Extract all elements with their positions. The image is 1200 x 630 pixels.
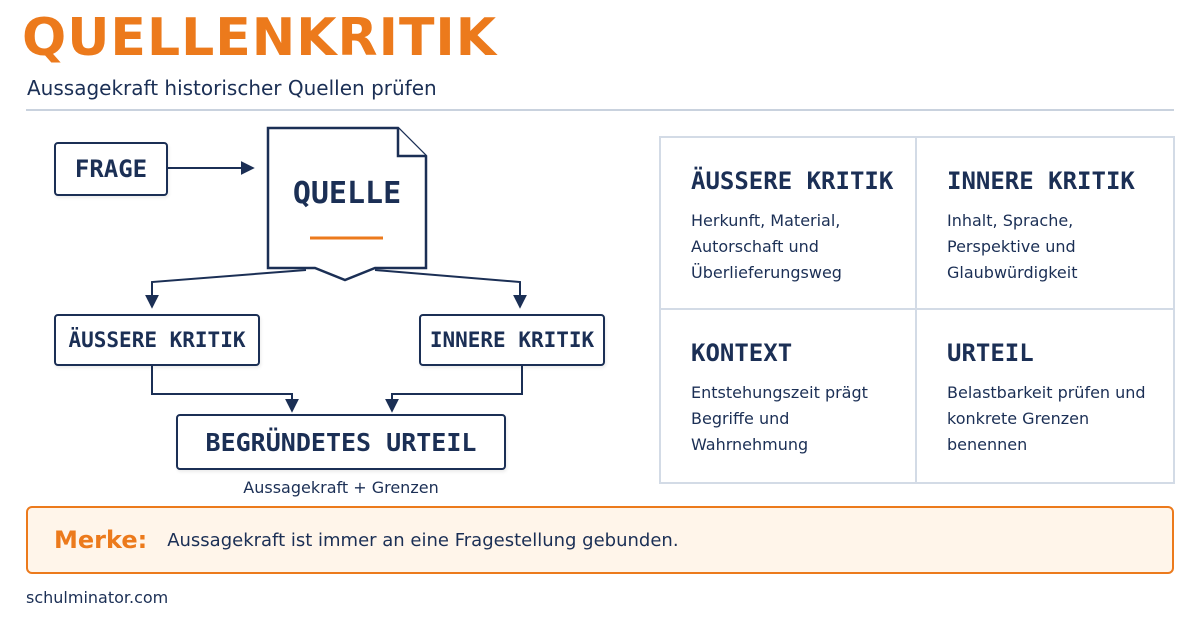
urteil-caption: Aussagekraft + Grenzen bbox=[243, 478, 439, 497]
card-innere-kritik bbox=[917, 138, 1173, 310]
card-heading: ÄUSSERE KRITIK bbox=[691, 167, 894, 195]
footer-site: schulminator.com bbox=[26, 588, 169, 607]
quelle-label: QUELLE bbox=[292, 176, 402, 211]
card-aeussere-kritik bbox=[661, 138, 917, 310]
page-subtitle: Aussagekraft historischer Quellen prüfen bbox=[27, 76, 437, 100]
arrow-innere-urteil bbox=[392, 366, 522, 410]
innere-kritik-label: INNERE KRITIK bbox=[429, 328, 595, 352]
card-text: Herkunft, Material, Autorschaft und Überlieferungsweg bbox=[691, 211, 842, 282]
info-grid bbox=[659, 136, 1175, 484]
card-heading: URTEIL bbox=[947, 339, 1034, 367]
frage-box bbox=[54, 142, 168, 196]
innere-kritik-box bbox=[419, 314, 605, 366]
card-text: Inhalt, Sprache, Perspektive und Glaubwürdigkeit bbox=[947, 211, 1078, 282]
card-text: Entstehungszeit prägt Begriffe und Wahrnehmung bbox=[691, 383, 868, 454]
arrow-aeussere-urteil bbox=[152, 366, 292, 410]
card-heading: KONTEXT bbox=[691, 339, 793, 367]
aeussere-kritik-label: ÄUSSERE KRITIK bbox=[68, 328, 246, 352]
urteil-box bbox=[176, 414, 506, 470]
merke-callout bbox=[26, 506, 1174, 574]
frage-label: FRAGE bbox=[74, 155, 148, 183]
card-heading: INNERE KRITIK bbox=[947, 167, 1135, 195]
arrow-quelle-innere bbox=[375, 270, 520, 306]
urteil-label: BEGRÜNDETES URTEIL bbox=[205, 427, 477, 457]
merke-label: Merke: bbox=[54, 526, 148, 554]
merke-text: Aussagekraft ist immer an eine Fragestellung gebunden. bbox=[167, 529, 679, 551]
arrow-quelle-aeussere bbox=[152, 270, 306, 306]
card-kontext bbox=[661, 310, 917, 482]
card-urteil bbox=[917, 310, 1173, 482]
card-text: Belastbarkeit prüfen und konkrete Grenzen benennen bbox=[947, 383, 1146, 454]
page-title: QUELLENKRITIK bbox=[22, 8, 498, 68]
aeussere-kritik-box bbox=[54, 314, 260, 366]
